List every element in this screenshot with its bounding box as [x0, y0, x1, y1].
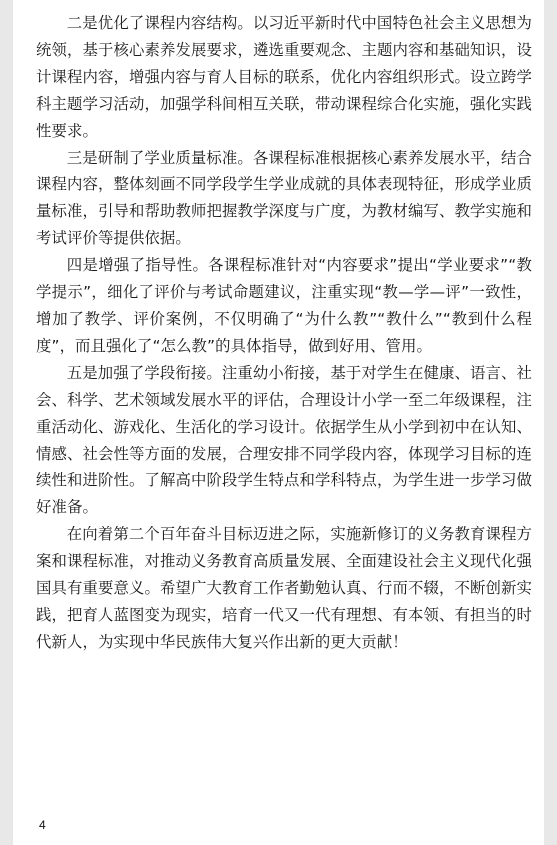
document-page	[13, 0, 544, 845]
paragraph-conclusion: 在向着第二个百年奋斗目标迈进之际，实施新修订的义务教育课程方案和课程标准，对推动义务教育高质量发展、全面建设社会主义现代化强国具有重要意义。希望广大教育工作者勤勉认真、行而不辍，不断创新实践，把育人蓝图变为现实，培育一代又一代有理想、有本领、有担当的时代新人，为实现中华民族伟大复兴作出新的更大贡献！	[36, 525, 532, 651]
paragraph-guidance: 四是增强了指导性。各课程标准针对“内容要求”提出“学业要求”“教学提示”，细化了评价与考试命题建议，注重实现“教—学—评”一致性，增加了教学、评价案例，不仅明确了“为什么教”“教什么”“教到什么程度”，而且强化了“怎么教”的具体指导，做到好用、管用。	[36, 256, 532, 355]
paragraph-stage-connection: 五是加强了学段衔接。注重幼小衔接，基于对学生在健康、语言、社会、科学、艺术领域发展水平的评估，合理设计小学一至二年级课程，注重活动化、游戏化、生活化的学习设计。依据学生从小学到初中在认知、情感、社会性等方面的发展，合理安排不同学段内容，体现学习目标的连续性和进阶性。了解高中阶段学生特点和学科特点，为学生进一步学习做好准备。	[36, 363, 532, 517]
page-number: 4	[39, 818, 46, 832]
document-body	[36, 10, 532, 656]
paragraph-academic-quality-standards: 三是研制了学业质量标准。各课程标准根据核心素养发展水平，结合课程内容，整体刻画不同学段学生学业成就的具体表现特征，形成学业质量标准，引导和帮助教师把握教学深度与广度，为教材编写、教学实施和考试评价等提供依据。	[36, 148, 532, 248]
paragraph-course-content-structure: 二是优化了课程内容结构。以习近平新时代中国特色社会主义思想为统领，基于核心素养发展要求，遴选重要观念、主题内容和基础知识，设计课程内容，增强内容与育人目标的联系，优化内容组织形式。设立跨学科主题学习活动，加强学科间相互关联，带动课程综合化实施，强化实践性要求。	[36, 14, 532, 140]
